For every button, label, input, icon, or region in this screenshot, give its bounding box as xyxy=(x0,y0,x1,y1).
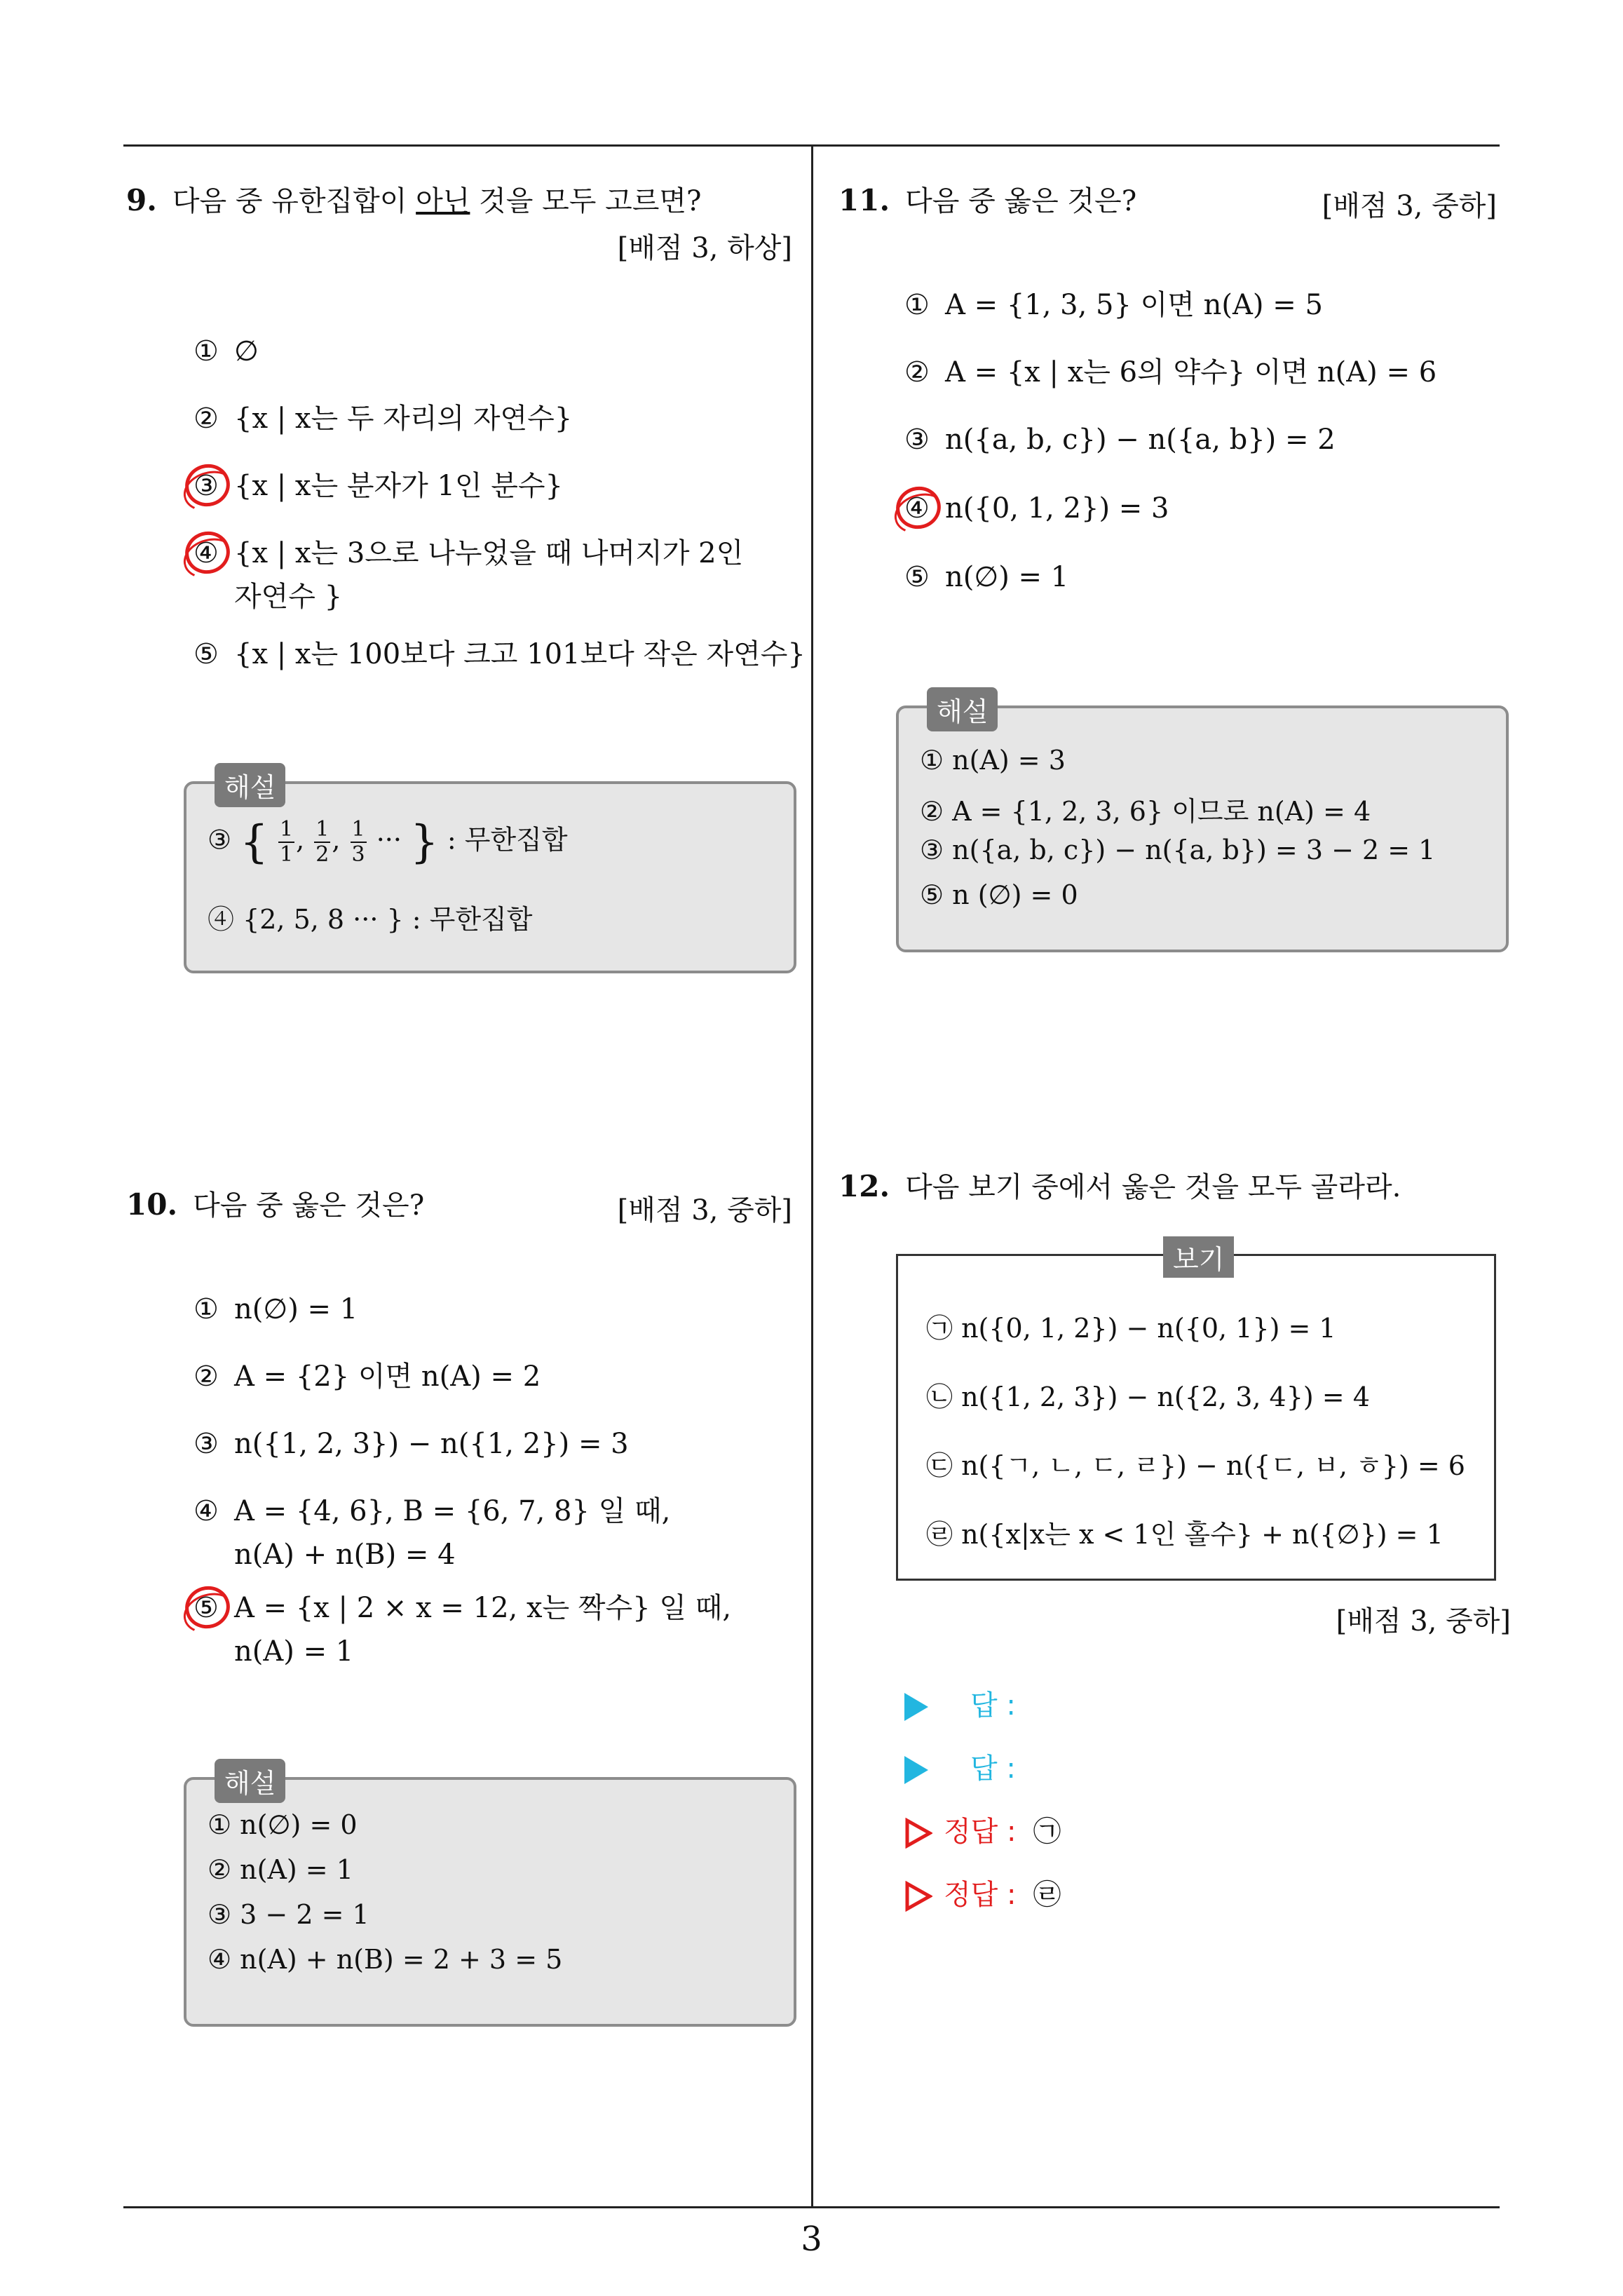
correct-answer-value: ㉣ xyxy=(1033,1879,1061,1911)
option-1[interactable]: ① n(∅) = 1 xyxy=(193,1293,358,1325)
bottom-rule xyxy=(123,2206,1500,2208)
option-3[interactable]: ③ n({1, 2, 3}) − n({1, 2}) = 3 xyxy=(193,1428,629,1460)
question-text: 다음 중 유한집합이 xyxy=(172,185,416,217)
answer-input-row[interactable]: 답 : xyxy=(904,1683,1016,1723)
solution-box xyxy=(184,772,796,973)
solution-line: ④ n(A) + n(B) = 2 + 3 = 5 xyxy=(208,1944,563,1975)
option-4[interactable]: ④ n({0, 1, 2}) = 3 xyxy=(904,492,1169,525)
outline-triangle-icon xyxy=(904,1818,932,1849)
solution-tag: 해설 xyxy=(215,1759,285,1803)
question-text-underlined: 아닌 xyxy=(416,185,470,217)
points-label: [배점 3, 중하] xyxy=(1336,1605,1511,1637)
points-label: [배점 3, 중하] xyxy=(1322,190,1497,222)
solution-tag: 해설 xyxy=(927,687,998,731)
solution-line: ③ 3 − 2 = 1 xyxy=(208,1899,369,1930)
correct-answer-row: 정답 : ㉣ xyxy=(904,1872,1061,1912)
points-label: [배점 3, 하상] xyxy=(617,232,792,264)
solution-line: ① n(A) = 3 xyxy=(920,745,1066,776)
option-2[interactable]: ② A = {x | x는 6의 약수} 이면 n(A) = 6 xyxy=(904,356,1437,389)
question-number: 11. xyxy=(838,183,890,217)
play-triangle-icon xyxy=(904,1693,928,1721)
solution-line: ③ { $\frac{1}{1}$ , $\frac{1}{2}$ , $\frac{1}{3}$ ··· } : 무한집합 xyxy=(208,816,568,868)
solution-line: ② n(A) = 1 xyxy=(208,1854,353,1885)
solution-line: ⑤ n (∅) = 0 xyxy=(920,879,1078,910)
example-item: ㉠ n({0, 1, 2}) − n({0, 1}) = 1 xyxy=(926,1313,1336,1344)
outline-triangle-icon xyxy=(904,1881,932,1912)
question-9 xyxy=(126,181,701,221)
question-text: 다음 중 옳은 것은? xyxy=(193,1189,425,1222)
question-11 xyxy=(838,181,1136,221)
option-1[interactable]: ① ∅ xyxy=(193,335,259,367)
question-number: 12. xyxy=(838,1169,890,1203)
solution-box xyxy=(896,696,1509,952)
example-tag: 보기 xyxy=(1163,1236,1234,1278)
question-10 xyxy=(126,1185,424,1225)
column-divider xyxy=(811,144,813,2208)
solution-line: ② A = {1, 2, 3, 6} 이므로 n(A) = 4 xyxy=(920,796,1371,827)
option-4[interactable]: ④ {x | x는 3으로 나누었을 때 나머지가 2인 자연수 } xyxy=(193,537,744,613)
option-5[interactable]: ⑤ {x | x는 100보다 크고 101보다 작은 자연수} xyxy=(193,638,806,670)
page-number: 3 xyxy=(801,2220,822,2259)
example-item: ㉢ n({ㄱ, ㄴ, ㄷ, ㄹ}) − n({ㄷ, ㅂ, ㅎ}) = 6 xyxy=(926,1450,1465,1481)
solution-line: ③ n({a, b, c}) − n({a, b}) = 3 − 2 = 1 xyxy=(920,835,1436,865)
solution-line: ① n(∅) = 0 xyxy=(208,1809,358,1840)
option-4[interactable]: ④ A = {4, 6}, B = {6, 7, 8} 일 때, n(A) + n(B) = 4 xyxy=(193,1495,671,1571)
points-label: [배점 3, 중하] xyxy=(617,1194,792,1227)
example-item: ㉣ n({x|x는 x < 1인 홀수} + n({∅}) = 1 xyxy=(926,1519,1444,1550)
question-text: 다음 보기 중에서 옳은 것을 모두 골라라. xyxy=(905,1171,1401,1203)
option-5[interactable]: ⑤ A = {x | 2 × x = 12, x는 짝수} 일 때, n(A) = 1 xyxy=(193,1592,732,1668)
correct-answer-row: 정답 : ㉠ xyxy=(904,1809,1061,1849)
solution-line: ④ {2, 5, 8 ··· } : 무한집합 xyxy=(208,904,533,935)
question-text: 다음 중 옳은 것은? xyxy=(905,185,1137,217)
option-3[interactable]: ③ {x | x는 분자가 1인 분수} xyxy=(193,470,563,502)
example-box xyxy=(896,1244,1496,1581)
option-5[interactable]: ⑤ n(∅) = 1 xyxy=(904,561,1069,593)
option-2[interactable]: ② {x | x는 두 자리의 자연수} xyxy=(193,403,573,435)
option-3[interactable]: ③ n({a, b, c}) − n({a, b}) = 2 xyxy=(904,424,1336,456)
option-2[interactable]: ② A = {2} 이면 n(A) = 2 xyxy=(193,1360,541,1393)
question-12 xyxy=(838,1167,1401,1207)
example-item: ㉡ n({1, 2, 3}) − n({2, 3, 4}) = 4 xyxy=(926,1382,1370,1412)
question-text: 것을 모두 고르면? xyxy=(470,185,702,217)
solution-box xyxy=(184,1768,796,2027)
answer-input-row[interactable]: 답 : xyxy=(904,1746,1016,1786)
option-1[interactable]: ① A = {1, 3, 5} 이면 n(A) = 5 xyxy=(904,289,1323,321)
question-number: 10. xyxy=(126,1187,178,1222)
question-number: 9. xyxy=(126,183,157,217)
correct-answer-value: ㉠ xyxy=(1033,1816,1061,1848)
solution-tag: 해설 xyxy=(215,763,285,807)
play-triangle-icon xyxy=(904,1756,928,1784)
